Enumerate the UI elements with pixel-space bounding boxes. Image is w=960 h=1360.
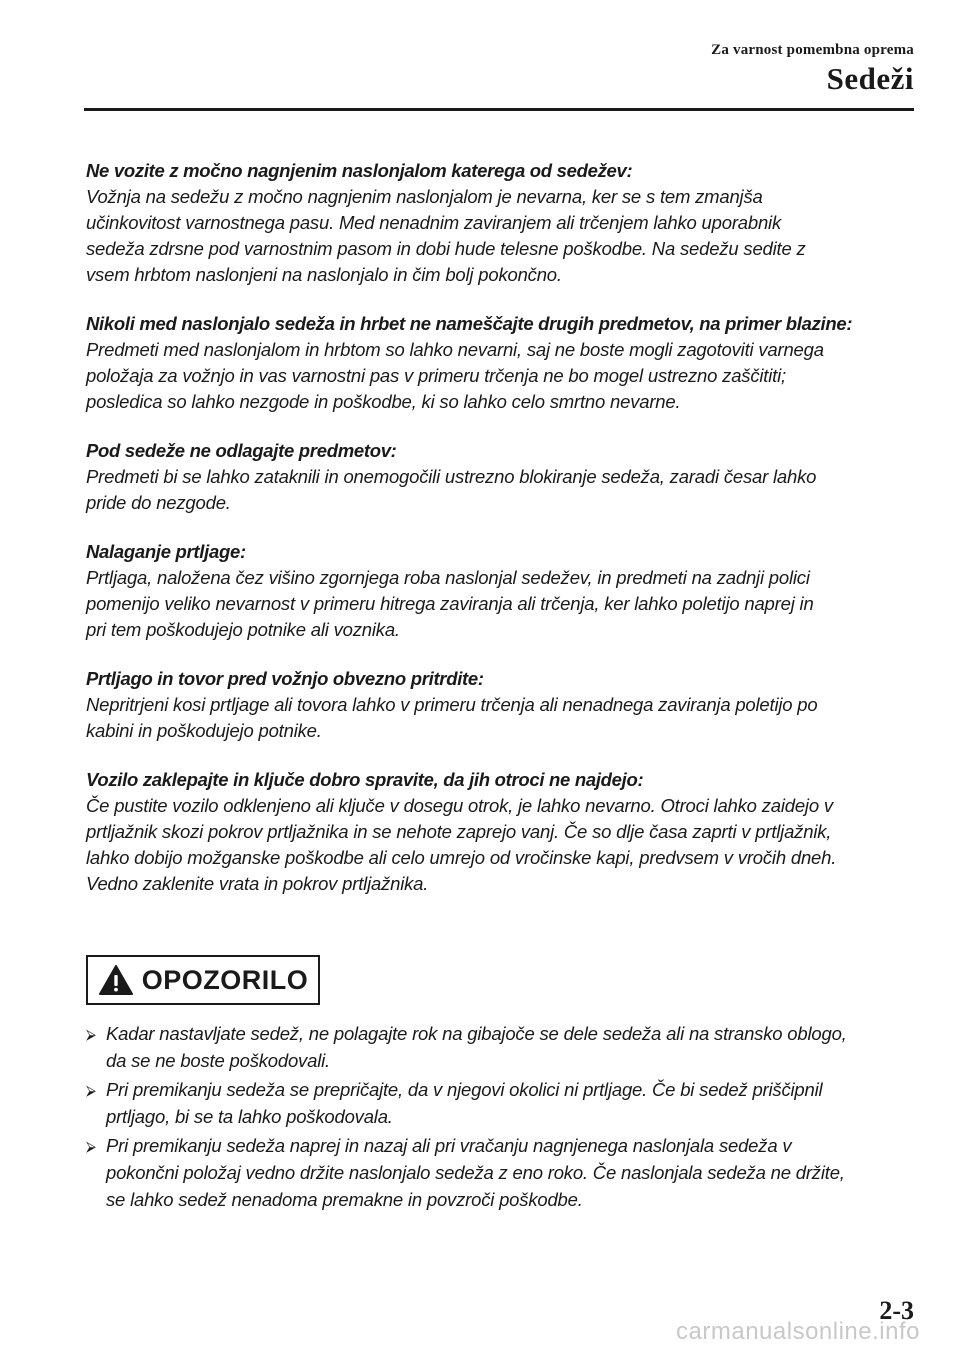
caution-text-line: Kadar nastavljate sedež, ne polagajte rok na gibajoče se dele sedeža ali na stransko oblogo, <box>106 1023 847 1044</box>
watermark: carmanualsonline.info <box>676 1318 920 1345</box>
warning-text-line: Predmeti bi se lahko zataknili in onemogočili ustrezno blokiranje sedeža, zaradi česar lahko <box>86 466 817 487</box>
warning-text-line: kabini in poškodujejo potnike. <box>86 720 322 741</box>
warning-text-line: Vožnja na sedežu z močno nagnjenim naslonjalom je nevarna, ker se s tem zmanjša <box>86 186 763 207</box>
bullet-arrow-icon: ⮚ <box>86 1082 96 1098</box>
section-title: Za varnost pomembna oprema <box>711 42 914 58</box>
warning-triangle-icon <box>98 964 134 996</box>
page-header <box>711 42 914 97</box>
caution-bullet-text <box>106 1076 822 1130</box>
warning-block <box>86 539 916 643</box>
warning-text-line: vsem hrbtom naslonjeni na naslonjalo in čim bolj pokončno. <box>86 264 562 285</box>
caution-text-line: se lahko sedež nenadoma premakne in povzroči poškodbe. <box>106 1189 583 1210</box>
warning-heading: Vozilo zaklepajte in ključe dobro spravite, da jih otroci ne najdejo: <box>86 769 644 790</box>
warning-block <box>86 311 916 415</box>
warning-block <box>86 666 916 744</box>
warning-text-line: posledica so lahko nezgode in poškodbe, ki so lahko celo smrtno nevarne. <box>86 391 681 412</box>
warning-text-line: Prtljaga, naložena čez višino zgornjega roba naslonjal sedežev, in predmeti na zadnji polici <box>86 567 810 588</box>
warning-text-line: Nepritrjeni kosi prtljage ali tovora lahko v primeru trčenja ali nenadnega zaviranja poletijo po <box>86 694 818 715</box>
warning-text-line: položaja za vožnjo in vas varnostni pas v primeru trčenja ne bo mogel ustrezno zaščititi; <box>86 365 786 386</box>
caution-bullet-text <box>106 1020 847 1074</box>
warning-text-line: sedeža zdrsne pod varnostnim pasom in dobi hude telesne poškodbe. Na sedežu sedite z <box>86 238 806 259</box>
warning-heading: Nikoli med naslonjalo sedeža in hrbet ne nameščajte drugih predmetov, na primer blazine: <box>86 313 853 334</box>
warning-block <box>86 158 916 288</box>
caution-bullet-text <box>106 1132 845 1213</box>
bullet-arrow-icon: ⮚ <box>86 1138 96 1154</box>
warning-text-line: lahko dobijo možganske poškodbe ali celo umrejo od vročinske kapi, predvsem v vročih dneh. <box>86 847 837 868</box>
warning-text-line: pri tem poškodujejo potnike ali voznika. <box>86 619 400 640</box>
caution-bullet-item <box>86 1132 916 1213</box>
chapter-title: Sedeži <box>826 61 914 96</box>
warning-heading: Nalaganje prtljage: <box>86 541 246 562</box>
warning-heading: Prtljago in tovor pred vožnjo obvezno pritrdite: <box>86 668 484 689</box>
warning-text-line: učinkovitost varnostnega pasu. Med nenadnim zaviranjem ali trčenjem lahko uporabnik <box>86 212 782 233</box>
warning-text-line: Vedno zaklenite vrata in pokrov prtljažnika. <box>86 873 429 894</box>
caution-bullet-item <box>86 1020 916 1074</box>
warnings-section <box>86 158 916 920</box>
caution-text-line: prtljago, bi se ta lahko poškodovala. <box>106 1106 393 1127</box>
warning-heading: Pod sedeže ne odlagajte predmetov: <box>86 440 397 461</box>
caution-text-line: pokončni položaj vedno držite naslonjalo sedeža z eno roko. Če naslonjala sedeža ne držite, <box>106 1162 845 1183</box>
caution-text-line: da se ne boste poškodovali. <box>106 1050 330 1071</box>
caution-label: OPOZORILO <box>141 964 309 995</box>
page-number: 2-3 <box>879 1296 914 1325</box>
warning-block <box>86 767 916 897</box>
warning-block <box>86 438 916 516</box>
caution-bullet-item <box>86 1076 916 1130</box>
caution-text-line: Pri premikanju sedeža naprej in nazaj ali pri vračanju nagnjenega naslonjala sedeža v <box>106 1135 792 1156</box>
header-rule <box>84 108 914 111</box>
bullet-arrow-icon: ⮚ <box>86 1026 96 1042</box>
caution-box <box>86 955 320 1005</box>
warning-heading: Ne vozite z močno nagnjenim naslonjalom katerega od sedežev: <box>86 160 633 181</box>
caution-text-line: Pri premikanju sedeža se prepričajte, da v njegovi okolici ni prtljage. Če bi sedež priščipnil <box>106 1079 823 1100</box>
warning-text-line: pomenijo veliko nevarnost v primeru hitrega zaviranja ali trčenja, ker lahko poletijo naprej in <box>86 593 814 614</box>
warning-text-line: pride do nezgode. <box>86 492 231 513</box>
warning-text-line: Če pustite vozilo odklenjeno ali ključe v dosegu otrok, je lahko nevarno. Otroci lahko zaidejo v <box>86 795 833 816</box>
warning-text-line: Predmeti med naslonjalom in hrbtom so lahko nevarni, saj ne boste mogli zagotoviti varnega <box>86 339 824 360</box>
warning-text-line: prtljažnik skozi pokrov prtljažnika in se nehote zaprejo vanj. Če so dlje časa zaprti v prtljažnik, <box>86 821 832 842</box>
caution-bullets <box>86 1020 916 1215</box>
